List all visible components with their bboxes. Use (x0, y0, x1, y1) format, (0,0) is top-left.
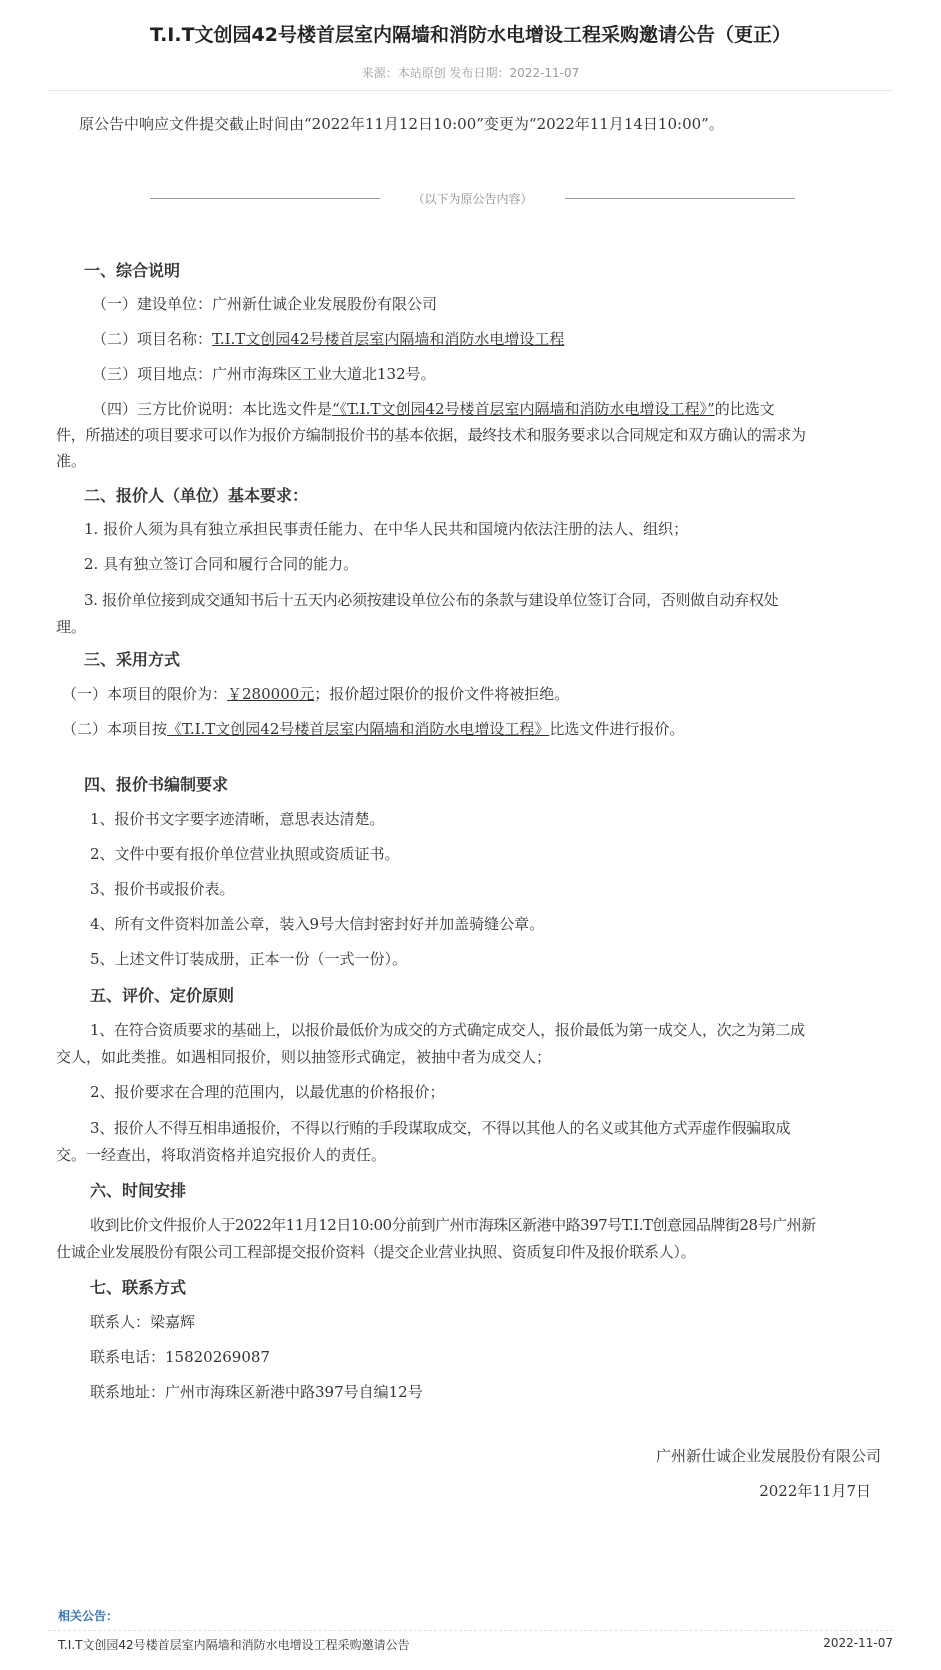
related-label: 相关公告： (58, 1609, 119, 1623)
section-heading-3: 三、采用方式 (84, 650, 181, 669)
s1-line-4-name[interactable]: “《T.I.T文创园42号楼首层室内隔墙和消防水电增设工程》” (332, 400, 715, 418)
contact-address: 联系地址：广州市海珠区新港中路397号自编12号 (90, 1383, 423, 1401)
s3-line-2-prefix: （二）本项目按 (62, 720, 168, 738)
s1-line-4b: 件，所描述的项目要求可以作为报价方编制报价书的基本依据，最终技术和服务要求以合同规定和双方确认的需求为 (56, 426, 806, 444)
price-limit: ￥280000元 (227, 685, 315, 703)
s3-line-1-suffix: ；报价超过限价的报价文件将被拒绝。 (314, 685, 570, 703)
s5-line-1b: 交人，如此类推。如遇相同报价，则以抽签形式确定，被抽中者为成交人； (56, 1048, 552, 1066)
s1-line-4-prefix: （四）三方比价说明：本比选文件是 (92, 400, 333, 418)
s4-line-2: 2、文件中要有报价单位营业执照或资质证书。 (90, 845, 400, 863)
s1-line-1: （一）建设单位：广州新仕诚企业发展股份有限公司 (92, 295, 438, 313)
s3-line-2-suffix: 比选文件进行报价。 (549, 720, 685, 738)
section-heading-5: 五、评价、定价原则 (90, 986, 235, 1005)
contact-phone: 联系电话：15820269087 (90, 1348, 270, 1366)
s5-line-3a: 3、报价人不得互相串通报价，不得以行贿的手段谋取成交，不得以其他人的名义或其他方式弄虚作假骗取成 (90, 1119, 791, 1137)
page-title: T.I.T文创园42号楼首层室内隔墙和消防水电增设工程采购邀请公告（更正） (150, 24, 791, 46)
section-heading-4: 四、报价书编制要求 (84, 775, 229, 794)
s3-line-1-prefix: （一）本项目的限价为： (62, 685, 228, 703)
project-name-link[interactable]: T.I.T文创园42号楼首层室内隔墙和消防水电增设工程 (212, 330, 565, 348)
s6-line-1b: 仕诚企业发展股份有限公司工程部提交报价资料（提交企业营业执照、资质复印件及报价联系人）。 (56, 1243, 696, 1261)
correction-notice: 原公告中响应文件提交截止时间由“2022年11月12日10:00”变更为“2022年11月14日10:00”。 (79, 115, 724, 133)
meta-divider (48, 90, 893, 91)
related-divider (48, 1630, 893, 1631)
s1-line-2-prefix: （二）项目名称： (92, 330, 213, 348)
divider-label: （以下为原公告内容） (412, 192, 533, 206)
contact-person: 联系人：梁嘉辉 (90, 1313, 196, 1331)
section-heading-1: 一、综合说明 (84, 261, 181, 280)
s3-line-2 (62, 718, 684, 739)
s4-line-5: 5、上述文件订装成册，正本一份（一式一份）。 (90, 950, 408, 968)
s2-line-2: 2. 具有独立签订合同和履行合同的能力。 (84, 555, 359, 573)
s5-line-2: 2、报价要求在合理的范围内，以最优惠的价格报价； (90, 1083, 445, 1101)
s2-line-1: 1. 报价人须为具有独立承担民事责任能力、在中华人民共和国境内依法注册的法人、组织； (84, 520, 689, 538)
s4-line-4: 4、所有文件资料加盖公章，装入9号大信封密封好并加盖骑缝公章。 (90, 915, 545, 933)
related-notice-date: 2022-11-07 (823, 1636, 893, 1650)
signature-date: 2022年11月7日 (759, 1482, 871, 1500)
s5-line-1a: 1、在符合资质要求的基础上，以报价最低价为成交的方式确定成交人，报价最低为第一成交人，次之为第二成 (90, 1021, 805, 1039)
section-heading-6: 六、时间安排 (90, 1181, 187, 1200)
original-content-divider (150, 190, 795, 206)
s4-line-1: 1、报价书文字要字迹清晰，意思表达清楚。 (90, 810, 385, 828)
s3-project-link[interactable]: 《T.I.T文创园42号楼首层室内隔墙和消防水电增设工程》 (167, 720, 550, 738)
s6-line-1a: 收到比价文件报价人于2022年11月12日10:00分前到广州市海珠区新港中路397号T.I.T创意园品牌街28号广州新 (90, 1216, 816, 1234)
s1-line-4c: 准。 (56, 452, 87, 470)
s1-line-2 (92, 328, 564, 349)
s1-line-4 (92, 398, 775, 419)
s1-line-3: （三）项目地点：广州市海珠区工业大道北132号。 (92, 365, 436, 383)
signature-company: 广州新仕诚企业发展股份有限公司 (655, 1447, 881, 1465)
s4-line-3: 3、报价书或报价表。 (90, 880, 235, 898)
s2-line-3a: 3. 报价单位接到成交通知书后十五天内必须按建设单位公布的条款与建设单位签订合同，否则做自动弃权处 (84, 591, 779, 609)
section-heading-2: 二、报价人（单位）基本要求： (84, 486, 309, 505)
s3-line-1 (62, 683, 569, 704)
s5-line-3b: 交。一经查出，将取消资格并追究报价人的责任。 (56, 1146, 387, 1164)
publish-meta: 来源：本站原创 发布日期：2022-11-07 (361, 66, 580, 80)
section-heading-7: 七、联系方式 (90, 1278, 187, 1297)
related-notice-link[interactable]: T.I.T文创园42号楼首层室内隔墙和消防水电增设工程采购邀请公告 (58, 1638, 410, 1652)
s2-line-3b: 理。 (56, 618, 87, 636)
s1-line-4-suffix: 的比选文 (714, 400, 775, 418)
